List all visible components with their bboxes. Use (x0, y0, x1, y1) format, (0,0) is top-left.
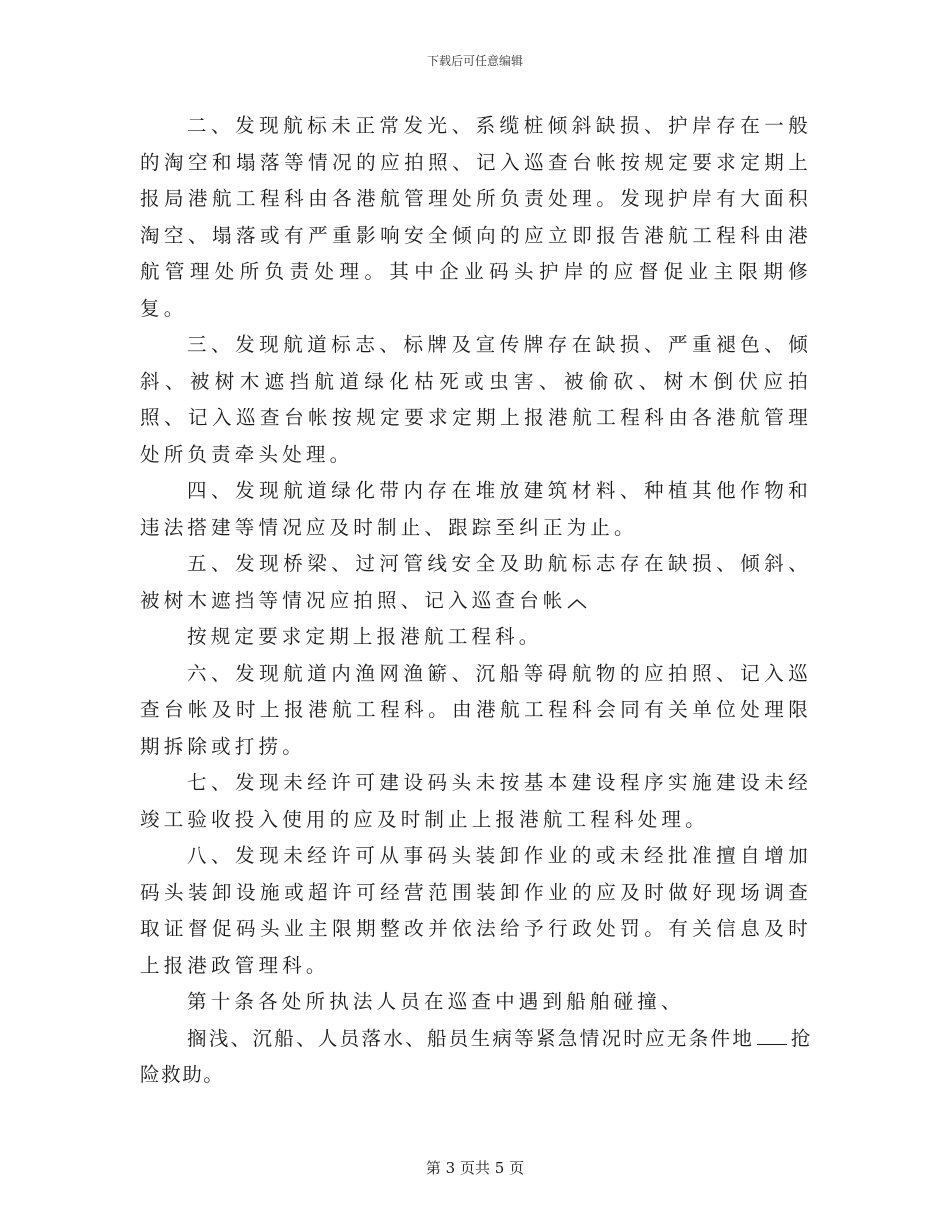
paragraph-3: 三、发现航道标志、标牌及宣传牌存在缺损、严重褪色、倾斜、被树木遮挡航道绿化枯死或虫害、被偷砍、树木倒伏应拍照、记入巡查台帐按规定要求定期上报港航工程科由各港航管理处所负责牵头处理。 (140, 333, 812, 466)
paragraph-5-text: 五、发现桥梁、过河管线安全及助航标志存在缺损、倾斜、被树木遮挡等情况应拍照、记入巡查台帐 (140, 552, 812, 612)
document-body (140, 108, 812, 1094)
paragraph-7: 七、发现未经许可建设码头未按基本建设程序实施建设未经竣工验收投入使用的应及时制止上报港航工程科处理。 (140, 771, 812, 831)
caret-mark-icon (567, 597, 587, 607)
paragraph-8: 八、发现未经许可从事码头装卸作业的或未经批准擅自增加码头装卸设施或超许可经营范围装卸作业的应及时做好现场调查取证督促码头业主限期整改并依法给予行政处罚。有关信息及时上报港政管理科。 (140, 844, 812, 977)
paragraph-6: 六、发现航道内渔网渔簖、沉船等碍航物的应拍照、记入巡查台帐及时上报港航工程科。由港航工程科会同有关单位处理限期拆除或打捞。 (140, 661, 812, 758)
paragraph-5 (140, 546, 812, 619)
fill-in-blank (757, 1026, 787, 1045)
page-footer: 第 3 页共 5 页 (425, 1159, 525, 1177)
article-10-text-after: 抢险救助。 (140, 1026, 812, 1086)
article-10-text-before: 搁浅、沉船、人员落水、船员生病等紧急情况时应无条件地 (187, 1026, 755, 1050)
page-header: 下载后可任意编辑 (426, 54, 523, 68)
article-10-heading: 第十条各处所执法人员在巡查中遇到船舶碰撞、 (187, 990, 685, 1013)
paragraph-5-continued: 按规定要求定期上报港航工程科。 (187, 625, 543, 648)
article-10-body (140, 1021, 812, 1094)
paragraph-4: 四、发现航道绿化带内存在堆放建筑材料、种植其他作物和违法搭建等情况应及时制止、跟踪至纠正为止。 (140, 479, 812, 539)
paragraph-2: 二、发现航标未正常发光、系缆桩倾斜缺损、护岸存在一般的淘空和塌落等情况的应拍照、记入巡查台帐按规定要求定期上报局港航工程科由各港航管理处所负责处理。发现护岸有大面积淘空、塌落或有严重影响安全倾向的应立即报告港航工程科由港航管理处所负责处理。其中企业码头护岸的应督促业主限期修复。 (140, 114, 812, 320)
